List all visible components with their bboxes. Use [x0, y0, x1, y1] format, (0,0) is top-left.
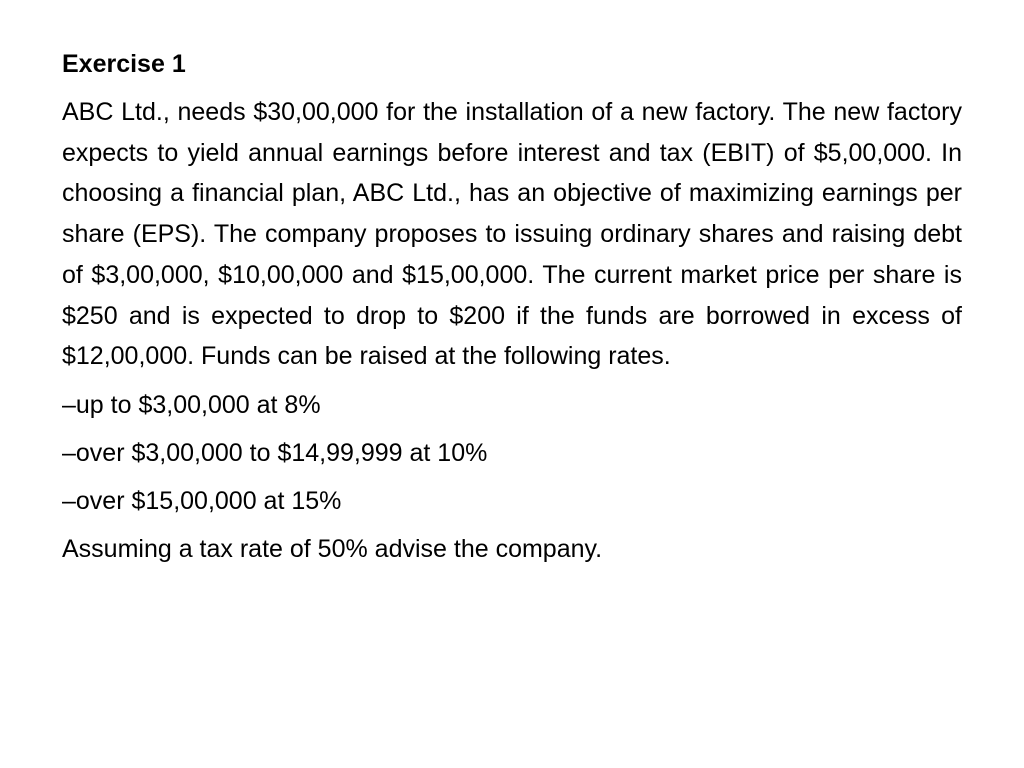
rate-item-3: –over $15,00,000 at 15% [62, 486, 342, 515]
rate-item-1: –up to $3,00,000 at 8% [62, 390, 321, 419]
instruction: Assuming a tax rate of 50% advise the company. [62, 534, 603, 563]
exercise-title: Exercise 1 [62, 50, 186, 78]
rate-item-2: –over $3,00,000 to $14,99,999 at 10% [62, 438, 488, 467]
problem-statement: ABC Ltd., needs $30,00,000 for the installation of a new factory. The new factory expects to yield annual earnings before interest and tax (EBIT) of $5,00,000. In choosing a financial plan, ABC Ltd., has an objective of maximizing earnings per share (EPS). The company proposes to issuing ordinary shares and raising debt of $3,00,000, $10,00,000 and $15,00,000. The current market price per share is $250 and is expected to drop to $200 if the funds are borrowed in excess of $12,00,000. Funds can be raised at the following rates. [62, 98, 962, 371]
slide-content [62, 44, 962, 569]
